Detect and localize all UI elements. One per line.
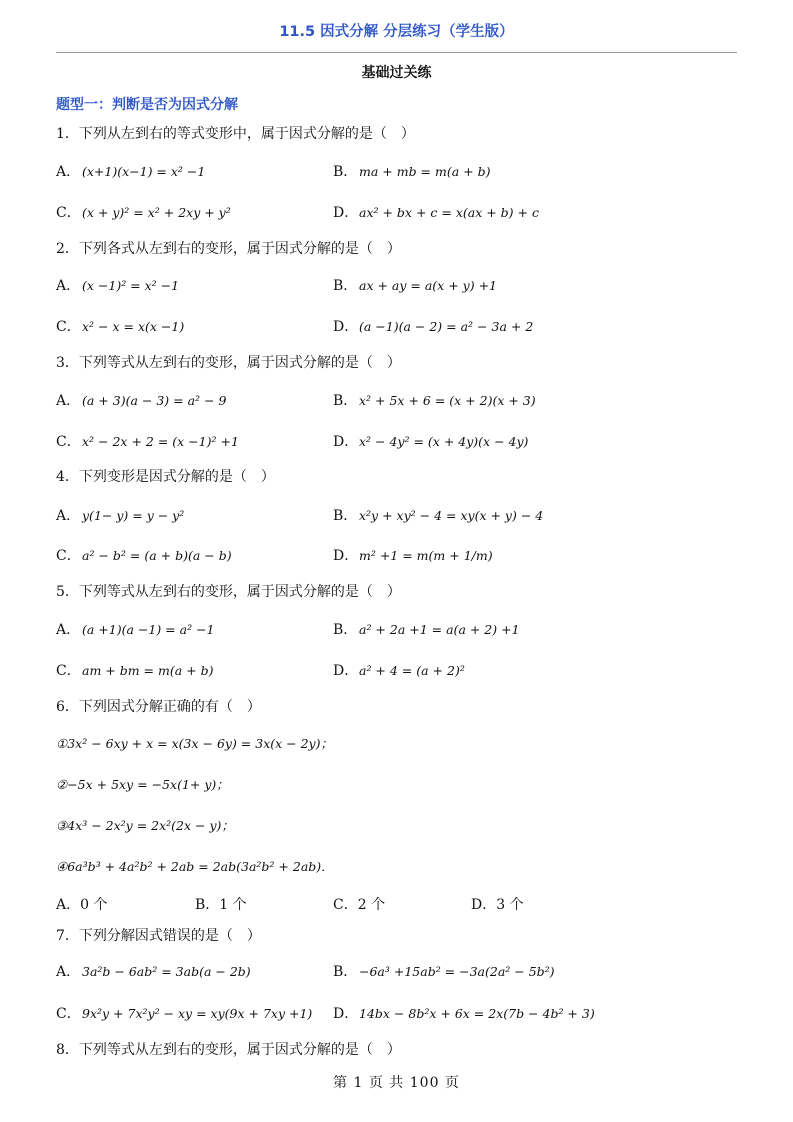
option-label: D． — [333, 1006, 359, 1022]
question-4-option-a — [56, 506, 184, 526]
question-3-option-c — [56, 432, 239, 452]
option-label: A． — [56, 622, 81, 638]
question-3-option-b — [333, 391, 536, 411]
question-2-stem: 2．下列各式从左到右的变形，属于因式分解的是（ ） — [56, 241, 401, 257]
page-header — [56, 20, 737, 53]
option-expression: −6a³ +15ab² = −3a(2a² − 5b²) — [359, 964, 555, 979]
item-expression: ②−5x + 5xy = −5x(1+ y)； — [56, 777, 229, 792]
question-6-item-3 — [56, 816, 234, 837]
option-label: D． — [333, 319, 359, 335]
question-1-option-b — [333, 162, 490, 182]
option-expression: ax² + bx + c = x(ax + b) + c — [359, 205, 539, 220]
option-label: B． — [333, 278, 358, 294]
question-1-option-d — [333, 203, 539, 223]
question-7-option-d — [333, 1004, 595, 1024]
document-title: 11.5 因式分解 分层练习（学生版） — [279, 24, 514, 40]
option-expression: x² − x = x(x −1) — [82, 319, 185, 334]
option-expression: y(1− y) = y − y² — [82, 508, 185, 523]
option-expression: x² − 4y² = (x + 4y)(x − 4y) — [359, 434, 529, 449]
option-label: A． — [56, 164, 81, 180]
question-5-stem: 5．下列等式从左到右的变形，属于因式分解的是（ ） — [56, 584, 401, 600]
question-1-option-a — [56, 162, 205, 182]
question-2-option-b — [333, 276, 497, 296]
question-2-option-a — [56, 276, 179, 296]
question-5-option-c — [56, 661, 213, 681]
option-label: B． — [333, 164, 358, 180]
question-8-stem: 8．下列等式从左到右的变形，属于因式分解的是（ ） — [56, 1042, 401, 1058]
option-label: C． — [56, 663, 81, 679]
question-7-option-c — [56, 1004, 312, 1024]
option-expression: (x+1)(x−1) = x² −1 — [82, 164, 206, 179]
option-label: A． — [56, 278, 81, 294]
question-3-option-a — [56, 391, 226, 411]
question-4-option-c — [56, 546, 232, 566]
option-expression: (x −1)² = x² −1 — [82, 278, 180, 293]
option-expression: x²y + xy² − 4 = xy(x + y) − 4 — [359, 508, 544, 523]
option-expression: 9x²y + 7x²y² − xy = xy(9x + 7xy +1) — [82, 1006, 313, 1021]
option-label: C． — [56, 205, 81, 221]
question-6-answer-c: C．2 个 — [333, 897, 386, 913]
option-label: D． — [333, 663, 359, 679]
question-6-item-2 — [56, 775, 229, 796]
question-2-option-c — [56, 317, 184, 337]
option-label: C． — [56, 1006, 81, 1022]
option-expression: 14bx − 8b²x + 6x = 2x(7b − 4b² + 3) — [359, 1006, 595, 1021]
option-label: A． — [56, 393, 81, 409]
option-expression: (a + 3)(a − 3) = a² − 9 — [82, 393, 227, 408]
question-7-stem: 7．下列分解因式错误的是（ ） — [56, 928, 261, 944]
question-6-item-1 — [56, 734, 333, 755]
option-label: B． — [333, 508, 358, 524]
option-expression: am + bm = m(a + b) — [82, 663, 214, 678]
option-expression: m² +1 = m(m + 1/m) — [359, 548, 493, 563]
question-4-option-b — [333, 506, 543, 526]
option-expression: (a +1)(a −1) = a² −1 — [82, 622, 215, 637]
question-6-item-4 — [56, 857, 334, 878]
question-3-stem: 3．下列等式从左到右的变形，属于因式分解的是（ ） — [56, 355, 401, 371]
question-5-option-a — [56, 620, 215, 640]
option-label: C． — [56, 548, 81, 564]
option-expression: a² + 4 = (a + 2)² — [359, 663, 465, 678]
option-expression: (x + y)² = x² + 2xy + y² — [82, 205, 231, 220]
option-label: D． — [333, 548, 359, 564]
option-expression: ma + mb = m(a + b) — [359, 164, 491, 179]
question-5-option-d — [333, 661, 465, 681]
question-1-option-c — [56, 203, 231, 223]
option-label: B． — [333, 622, 358, 638]
option-expression: (a −1)(a − 2) = a² − 3a + 2 — [359, 319, 534, 334]
option-expression: a² + 2a +1 = a(a + 2) +1 — [359, 622, 520, 637]
item-expression: ①3x² − 6xy + x = x(3x − 6y) = 3x(x − 2y)； — [56, 736, 333, 751]
question-6-answer-a: A．0 个 — [56, 897, 108, 913]
option-label: C． — [56, 434, 81, 450]
question-2-option-d — [333, 317, 533, 337]
section-title: 基础过关练 — [361, 65, 432, 81]
question-1-stem: 1．下列从左到右的等式变形中，属于因式分解的是（ ） — [56, 126, 415, 142]
question-3-option-d — [333, 432, 528, 452]
option-label: B． — [333, 393, 358, 409]
question-6-answer-d: D．3 个 — [471, 897, 524, 913]
question-6-answer-b: B．1 个 — [195, 897, 247, 913]
option-label: C． — [56, 319, 81, 335]
question-4-option-d — [333, 546, 493, 566]
question-4-stem: 4．下列变形是因式分解的是（ ） — [56, 469, 275, 485]
question-5-option-b — [333, 620, 520, 640]
type-title: 题型一：判断是否为因式分解 — [56, 97, 238, 113]
option-label: D． — [333, 205, 359, 221]
question-7-option-b — [333, 962, 555, 982]
option-expression: 3a²b − 6ab² = 3ab(a − 2b) — [82, 964, 251, 979]
item-expression: ④6a³b³ + 4a²b² + 2ab = 2ab(3a²b² + 2ab)． — [56, 859, 334, 874]
option-expression: a² − b² = (a + b)(a − b) — [82, 548, 232, 563]
option-expression: x² + 5x + 6 = (x + 2)(x + 3) — [359, 393, 536, 408]
option-label: B． — [333, 964, 358, 980]
page-footer: 第 1 页 共 100 页 — [333, 1075, 460, 1091]
option-label: A． — [56, 508, 81, 524]
item-expression: ③4x³ − 2x²y = 2x²(2x − y)； — [56, 818, 234, 833]
question-7-option-a — [56, 962, 251, 982]
option-expression: ax + ay = a(x + y) +1 — [359, 278, 497, 293]
option-label: A． — [56, 964, 81, 980]
option-label: D． — [333, 434, 359, 450]
question-6-stem: 6．下列因式分解正确的有（ ） — [56, 699, 261, 715]
option-expression: x² − 2x + 2 = (x −1)² +1 — [82, 434, 239, 449]
